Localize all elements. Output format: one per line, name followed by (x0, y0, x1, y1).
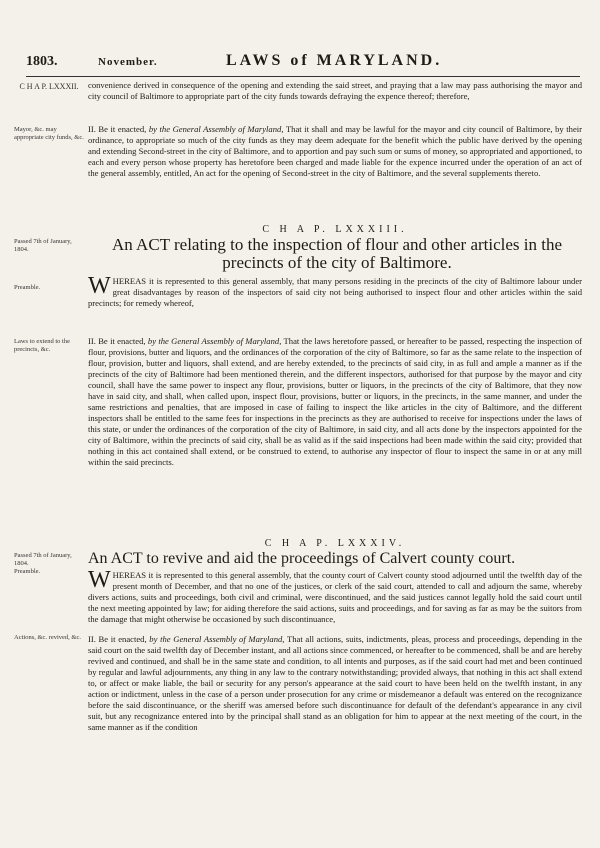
chap84-section2-authority: by the General Assembly of Maryland, (149, 634, 285, 644)
chap82-section2-authority: by the General Assembly of Maryland, (148, 124, 284, 134)
chap84-section2-lead: II. Be it enacted, (88, 634, 147, 644)
chap83-preamble-text: HEREAS it is represented to this general assembly, that many persons residing in the precincts of the city of Baltimore labour under great disadvantages by reason of the inspectors of said city not being authorised to inspect flour and other articles within the said precincts; for remedy whereof, (88, 276, 582, 308)
chap84-heading: C H A P. LXXXIV. (264, 538, 406, 549)
chap83-preamble-label: Preamble. (14, 284, 41, 291)
chap84-preamble (88, 567, 582, 625)
chap83-section2-authority: by the General Assembly of Maryland, (147, 336, 282, 346)
chap84-section2-margin: Actions, &c. revived, &c. (14, 634, 81, 641)
chap83-passed: Passed 7th of January, 1804. (14, 238, 72, 253)
chap84-passed: Passed 7th of January, 1804. (14, 552, 72, 567)
chap83-title: An ACT relating to the inspection of flour and other articles in the precincts of the city of Baltimore. (111, 235, 563, 272)
chap84-preamble-label: Preamble. (14, 568, 41, 575)
chap84-preamble-text: HEREAS it is represented to this general assembly, that the county court of Calvert county stood adjourned until the twelfth day of the present month of December, and that no one of the justices, or clerk of the said court, attended to call and adjourn the same, whereby divers actions, suits and proceedings, both civil and criminal, were discontinued, and the said justices cannot legally hold the said court until the next meeting appointed by law; for aiding therefore the said actions, suits and proceedings, and for saving as far as may be the suitors from the damage that might otherwise be occasioned by such discontinuance, (88, 570, 582, 624)
header-month: November. (98, 56, 158, 68)
chap82-section2-lead: II. Be it enacted, (88, 124, 147, 134)
header-title: LAWS of MARYLAND. (226, 52, 443, 69)
chap82-section2-text: That it shall and may be lawful for the mayor and city council of Baltimore, by their ordinance, to appropriate so much of the city funds as they may deem adequate for the benefit which the public have derived by the opening and extending Second-street in the city of Baltimore, and to apportion and pay such sum or sums of money, so appropriated and apportioned, to each and every person whose property has heretofore been charged and made liable for the expence incurred under the operation of an act of the general assembly, entitled, An act for the opening of Second-street in the city of Baltimore, and the several supplements thereto. (88, 124, 583, 178)
chap82-section2-margin: Mayor, &c. may appropriate city funds, &c. (14, 126, 84, 141)
chap83-section2-text: That the laws heretofore passed, or hereafter to be passed, respecting the inspection of flour, provisions, butter and liquors, and the ordinances of the corporation of the city of Baltimore, so far as the same relate to the inspection of flour, provision, butter and liquors, shall extend, and are hereby extended, to the precincts of said city, in as full and ample a manner as if the precincts of the city of Baltimore had been mentioned therein, and the different inspectors, authorised for that purpose by the mayor and city council, shall have the same power to inspect any flour, provisions, butter or liquors, in the precincts of the city of Baltimore, that they now have in said city, and shall, when called upon, inspect flour, provisions, butter or liquors, in the precincts, in the same manner, and under the same restrictions and penalties, that are imposed in case of failing to inspect the like articles in the city of Baltimore, and the different inspectors shall be entitled to the same fees for inspections in the precincts as they are authorised to receive for inspections under the laws of this state, or under the ordinances of the corporation of the city of Baltimore, in said city, and all acts done by the inspectors appointed for the city of Baltimore, within the precincts of said city, shall be as valid as if the said inspections had been made within the said city; provided that nothing in this act contained shall extend, or be construed to extend, to authorise any inspector of flour to inspect the same in or at any mill within the said precincts. (88, 336, 582, 467)
chap84-section2 (88, 634, 582, 733)
page-header (26, 52, 580, 74)
chap84-dropcap: W (88, 567, 111, 593)
chap82-margin-label: C H A P. LXXXII. (19, 82, 79, 91)
chap83-preamble (88, 273, 582, 309)
chap83-section2-margin: Laws to extend to the precincts, &c. (14, 338, 70, 353)
chap83-section2-lead: II. Be it enacted, (88, 336, 146, 346)
header-year: 1803. (26, 54, 58, 69)
chap84-section2-text: That all actions, suits, indictments, pleas, process and proceedings, depending in the said court on the said twelfth day of December instant, and all actions since commenced, or hereafter to be commenced, shall be and are hereby revived and continued, and shall be in the same state and condition, to all intents and purposes, as if the said court had met and been continued by regular and lawful adjournments, any thing in any law to the contrary notwithstanding; provided always, that nothing in this act shall extend to, or affect or make liable, the bail or security for any person's appearance at the said court to have been held on the twelfth instant, in any action or indictment, unless in the case of a person under prosecution for any crime or misdemeanor a default was entered on the recognizance before the said discontinuance, or the sheriff was amersed before such discontinuance for default of the defendant's appearance in any civil suit, but any recognizance entered into by the principal shall stand as an obligation for him to appear at the next meeting of the court, in the same manner as if the condition (88, 634, 583, 732)
chap82-section2 (88, 124, 582, 179)
chap82-intro: convenience derived in consequence of the opening and extending the said street, and praying that a law may pass authorising the mayor and city council of Baltimore to appropriate part of the city funds towards defraying the expence thereof; therefore, (88, 80, 582, 101)
header-rule (26, 76, 580, 77)
chap83-section2 (88, 336, 582, 468)
chap83-dropcap: W (88, 273, 111, 299)
chap83-heading: C H A P. LXXXIII. (262, 224, 408, 235)
chap84-title: An ACT to revive and aid the proceedings of Calvert county court. (88, 550, 516, 567)
